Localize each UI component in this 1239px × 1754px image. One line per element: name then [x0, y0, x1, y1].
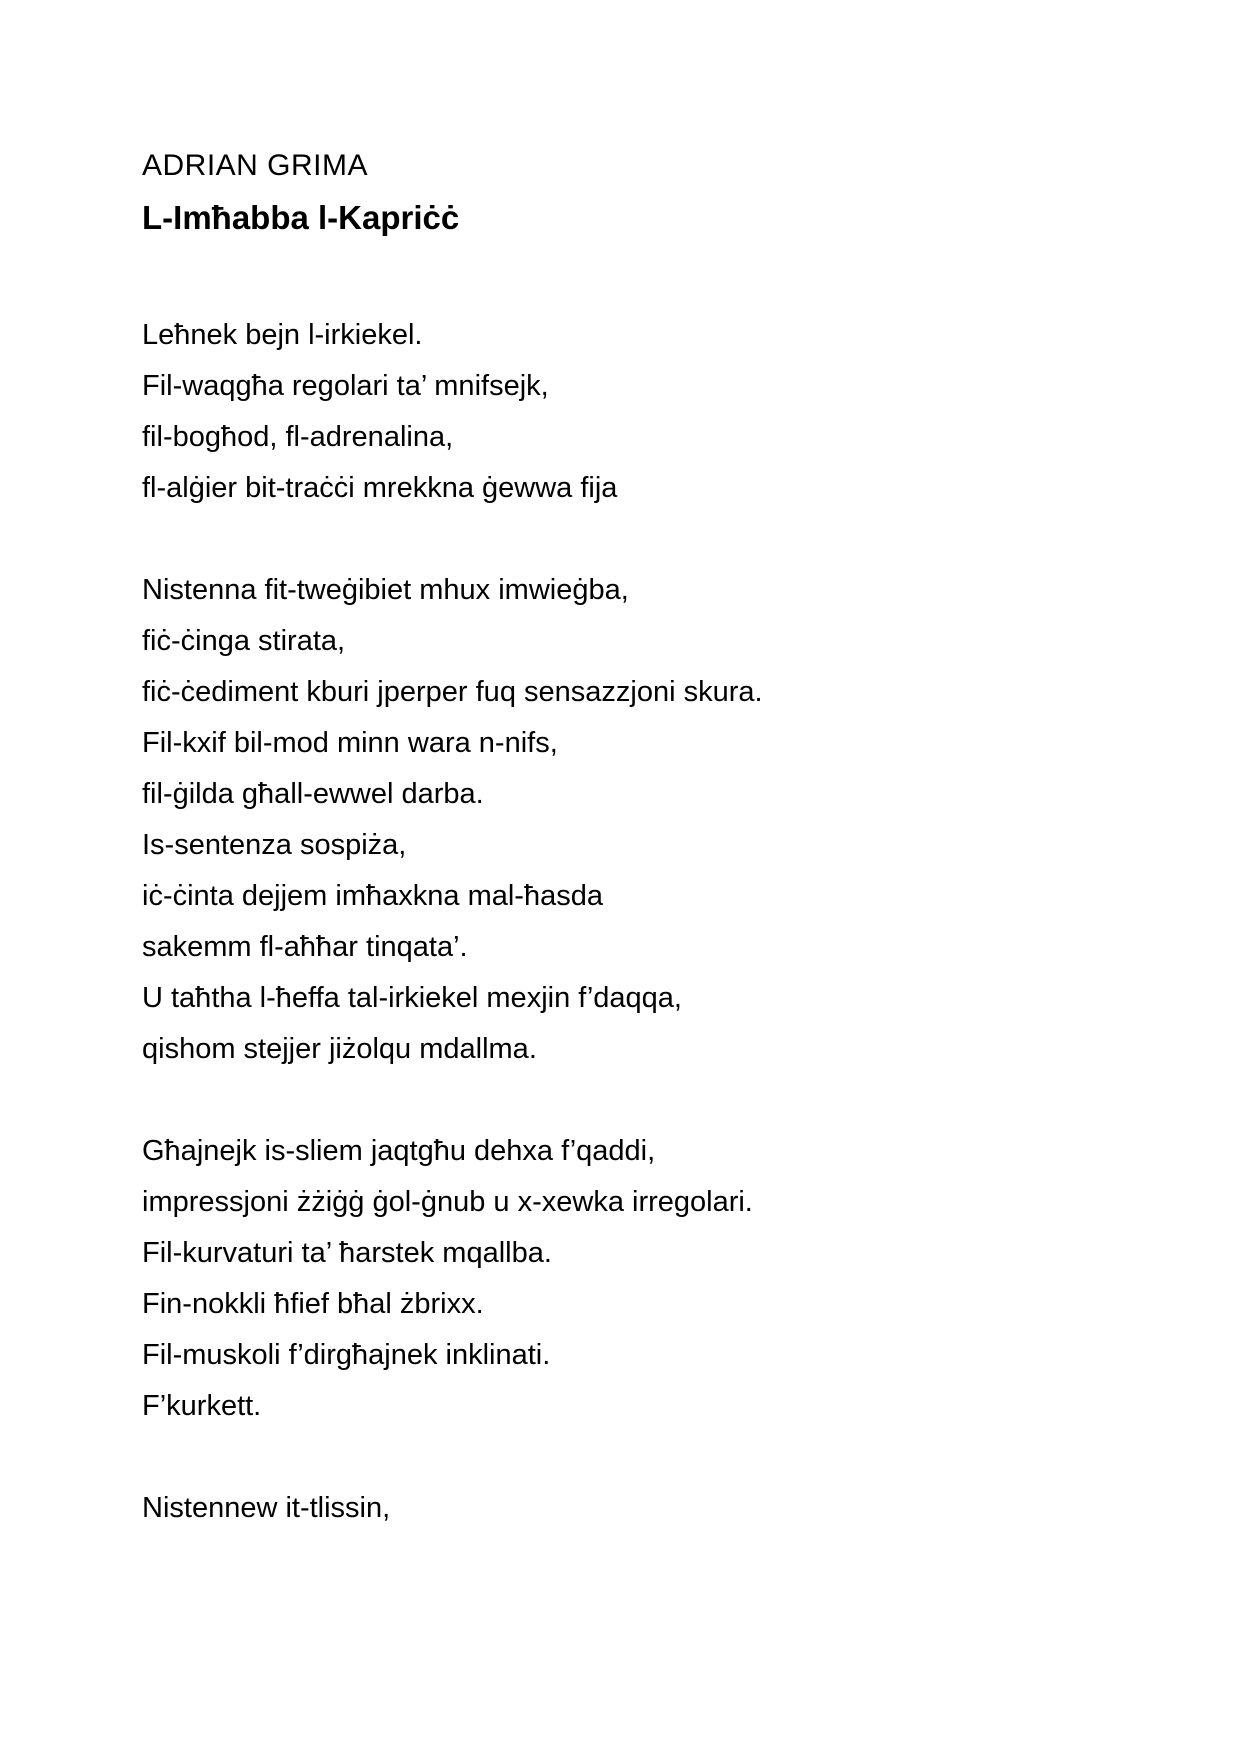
poem-line: fiċ-ċinga stirata,: [142, 625, 346, 657]
poem-stanza-2: [142, 565, 1119, 1075]
poem-line: Għajnejk is-sliem jaqtgħu dehxa f’qaddi,: [142, 1135, 656, 1167]
poem-line: Is-sentenza sospiża,: [142, 829, 407, 861]
poem-stanza-4: [142, 1483, 1119, 1534]
poem-line: Nistenna fit-tweġibiet mhux imwieġba,: [142, 574, 629, 606]
poem-title: L-Imħabba l-Kapriċċ: [142, 199, 460, 236]
poem-line: fil-bogħod, fl-adrenalina,: [142, 421, 454, 453]
poem-line: Nistennew it-tlissin,: [142, 1492, 391, 1524]
poem-line: Fil-muskoli f’dirgħajnek inklinati.: [142, 1339, 551, 1371]
poem-line: fiċ-ċediment kburi jperper fuq sensazzjoni skura.: [142, 676, 763, 708]
poem-author: ADRIAN GRIMA: [142, 149, 369, 182]
poem-line: qishom stejjer jiżolqu mdallma.: [142, 1033, 537, 1065]
poem-line: Leħnek bejn l-irkiekel.: [142, 319, 423, 351]
poem-line: U taħtha l-ħeffa tal-irkiekel mexjin f’daqqa,: [142, 982, 682, 1014]
poem-line: Fin-nokkli ħfief bħal żbrixx.: [142, 1288, 484, 1320]
poem-line: fil-ġilda għall-ewwel darba.: [142, 778, 484, 810]
poem-line: impressjoni żżiġġ ġol-ġnub u x-xewka irregolari.: [142, 1186, 753, 1218]
poem-line: F’kurkett.: [142, 1390, 262, 1422]
poem-stanza-3: [142, 1126, 1119, 1432]
poem-line: Fil-kxif bil-mod minn wara n-nifs,: [142, 727, 558, 759]
poem-stanza-1: [142, 310, 1119, 514]
poem-line: Fil-waqgħa regolari ta’ mnifsejk,: [142, 370, 549, 402]
poem-line: fl-alġier bit-traċċi mrekkna ġewwa fija: [142, 472, 618, 504]
poem-line: iċ-ċinta dejjem imħaxkna mal-ħasda: [142, 880, 603, 912]
poem-line: sakemm fl-aħħar tinqata’.: [142, 931, 468, 963]
poem-line: Fil-kurvaturi ta’ ħarstek mqallba.: [142, 1237, 552, 1269]
